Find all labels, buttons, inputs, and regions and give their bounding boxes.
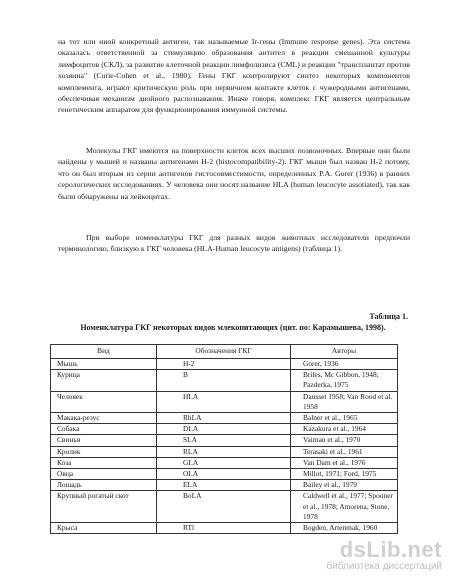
table-row — [51, 413, 398, 424]
cell-species: Крыса — [51, 523, 157, 534]
cell-species: Макака-резус — [51, 413, 157, 424]
table-row — [51, 457, 398, 468]
cell-species: Свинья — [51, 435, 157, 446]
paragraph-1: на тот или иной конкретный антиген, так называемые Ir-гены (Immune response genes). Эта система оказалась ответственной за стимуляцию образования антител в реакции смешанной культуры лимфоцитов (СКЛ), за развитие клеточной реакции лимфолизиса (CML) и реакции "трансплантат против хозяина" (Curie-Cohen et al., 1980). Гены ГКГ контролируют синтез некоторых компонентов комплемента, играют критическую роль при первичном контакте клеток с чужеродными антигенами, обеспечивая механизм двойного распознавания. Иначе говоря, комплекс ГКГ является центральным генетическим аппаратом для функционирования иммунной системы. — [58, 37, 410, 115]
table-row — [51, 523, 398, 534]
cell-species: Кролик — [51, 446, 157, 457]
table-row — [51, 359, 398, 370]
watermark-subtitle: библиотека диссертаций — [326, 561, 442, 572]
cell-species: Мышь — [51, 359, 157, 370]
table-label: Таблица 1. — [369, 312, 408, 321]
cell-code: RLA — [157, 446, 291, 457]
cell-code: ELA — [157, 480, 291, 491]
cell-authors: Bogden, Artenmak, 1960 — [291, 523, 398, 534]
header-code: Обозначения ГКГ — [157, 345, 291, 359]
cell-code: H-2 — [157, 359, 291, 370]
table-row — [51, 391, 398, 412]
cell-code: B — [157, 370, 291, 391]
cell-authors: Kazakura et al., 1964 — [291, 424, 398, 435]
table-title: Номенклатура ГКГ некоторых видов млекопитающих (цит. по: Карамышева, 1998). — [80, 323, 386, 332]
table-row — [51, 480, 398, 491]
cell-authors: Balner et al., 1965 — [291, 413, 398, 424]
cell-species: Лошадь — [51, 480, 157, 491]
cell-authors: Van Dam et al., 1976 — [291, 457, 398, 468]
table-row — [51, 469, 398, 480]
cell-code: BoLA — [157, 491, 291, 523]
cell-species: Овца — [51, 469, 157, 480]
cell-code: OLA — [157, 469, 291, 480]
cell-species: Собака — [51, 424, 157, 435]
cell-authors: Terasaki et al., 1961 — [291, 446, 398, 457]
table-row — [51, 370, 398, 391]
table-row — [51, 435, 398, 446]
cell-species: Человек — [51, 391, 157, 412]
cell-authors: Caldwell et al., 1977; Spooner et al., 1978; Amorena, Stone, 1978 — [291, 491, 398, 523]
cell-species: Крупный рогатый скот — [51, 491, 157, 523]
cell-species: Курица — [51, 370, 157, 391]
watermark-logo: dsLib.net — [339, 537, 442, 562]
paragraph-3: При выборе номенклатуры ГКГ для разных видов животных исследователи предпочли терминологию, близкую к ГКГ человека (HLA-Human leucocyte antigens) (таблица 1). — [58, 233, 410, 254]
watermark — [326, 539, 442, 573]
table-row — [51, 491, 398, 523]
cell-species: Коза — [51, 457, 157, 468]
cell-code: RTl — [157, 523, 291, 534]
cell-code: GLA — [157, 457, 291, 468]
paragraph-2: Молекулы ГКГ имеются на поверхности клеток всех высших позвоночных. Впервые они были найдены у мышей и названы антигенами Н-2 (histocompatibility-2). ГКГ мыши был назван Н-2 потому, что он был вторым из серии антигенов гистосовместимости, определенных P.A. Gorer (1936) в ранних серологических исследованиях. У человека они носят название HLA (human leucocyte assotiated), так как были обнаружены на лейкоцитах. — [58, 146, 410, 201]
table-row — [51, 424, 398, 435]
cell-authors: Millot, 1971; Ford, 1975 — [291, 469, 398, 480]
cell-code: SLA — [157, 435, 291, 446]
cell-authors: Gorer, 1936 — [291, 359, 398, 370]
cell-code: HLA — [157, 391, 291, 412]
cell-authors: Bailey et al., 1979 — [291, 480, 398, 491]
cell-authors: Briles, Mc Gibbon, 1948; Pazderka, 1975 — [291, 370, 398, 391]
table-header-row — [51, 345, 398, 359]
nomenclature-table — [50, 344, 398, 534]
table-body — [51, 359, 398, 534]
cell-code: RhLA — [157, 413, 291, 424]
cell-authors: Dausset 1958; Van Rood et al. 1958 — [291, 391, 398, 412]
cell-authors: Vaiman et al., 1970 — [291, 435, 398, 446]
header-species: Вид — [51, 345, 157, 359]
header-authors: Авторы — [291, 345, 398, 359]
cell-code: DLA — [157, 424, 291, 435]
table-row — [51, 446, 398, 457]
